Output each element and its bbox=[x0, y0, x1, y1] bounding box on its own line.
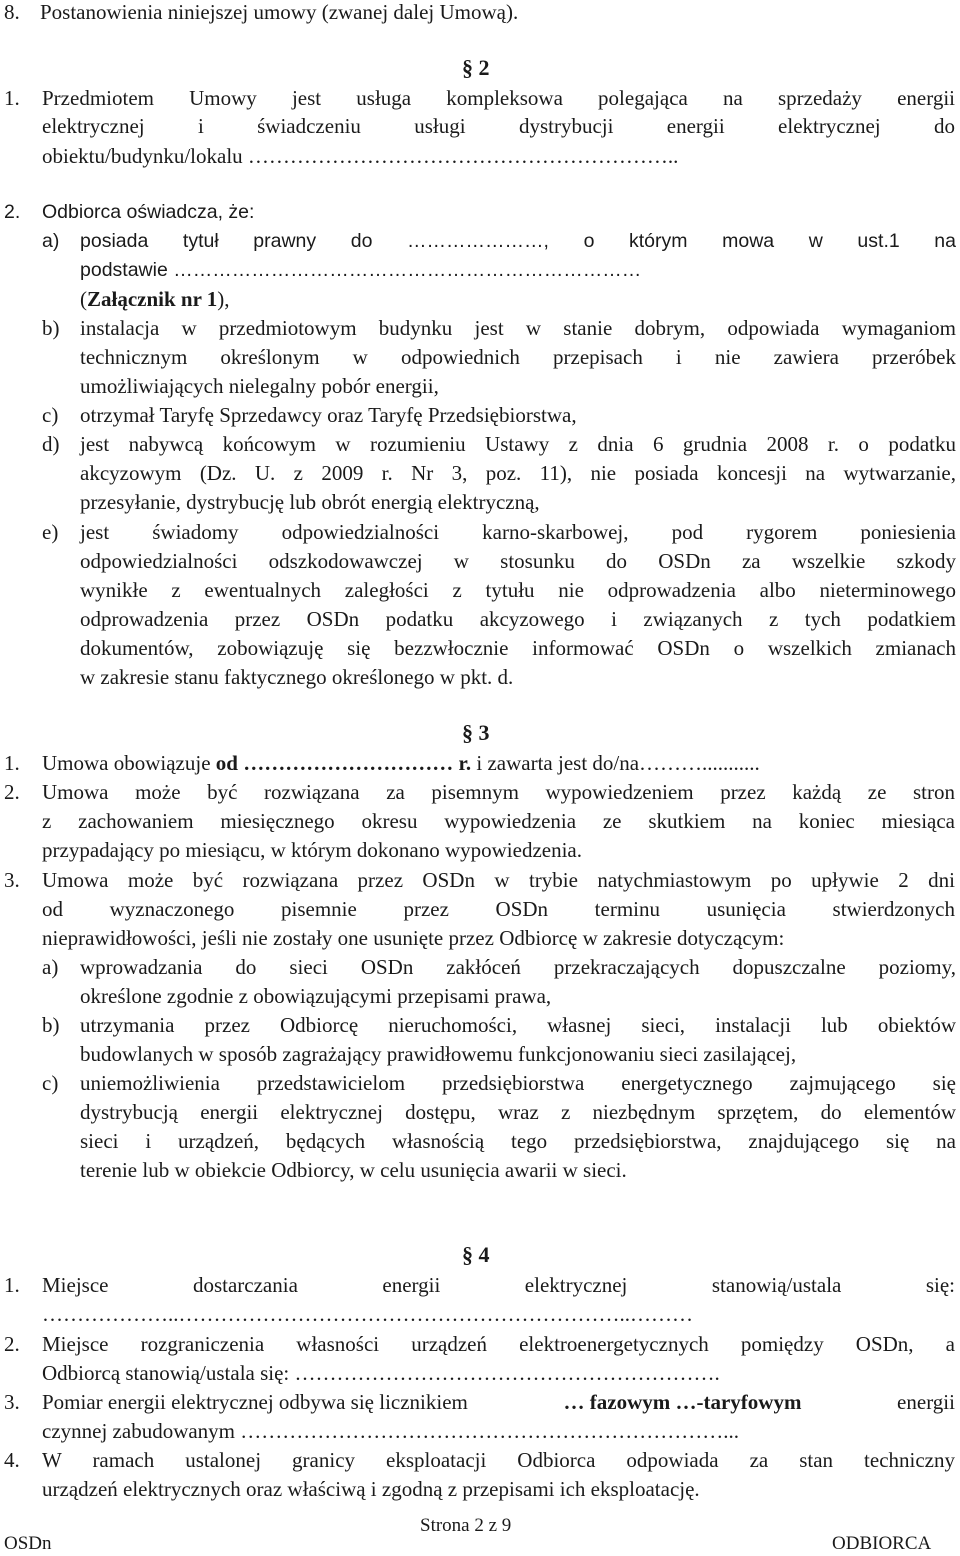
paragraph-line: od wyznaczonego pisemnie przez OSDn terminu usunięcia stwierdzonych bbox=[42, 897, 955, 921]
list-item-line: dokumentów, zobowiązuję się bezzwłocznie informować OSDn o wszelkich zmianach bbox=[80, 636, 956, 660]
item-number: 3. bbox=[4, 868, 20, 892]
paragraph-line: Odbiorca oświadcza, że: bbox=[42, 201, 255, 223]
list-item-line: przesyłanie, dystrybucję lub obrót energią elektryczną, bbox=[80, 490, 540, 514]
list-item-line: budowlanych w sposób zagrażający prawidłowemu funkcjonowaniu sieci zasilającej, bbox=[80, 1042, 797, 1066]
list-item-line: uniemożliwienia przedstawicielom przedsiębiorstwa energetycznego zajmującego się bbox=[80, 1071, 956, 1095]
list-letter: b) bbox=[42, 316, 60, 340]
paragraph-line: Odbiorcą stanowią/ustala się: ……………………………………………………. bbox=[42, 1361, 720, 1385]
footer-left-party: OSDn bbox=[4, 1533, 52, 1554]
list-item-line: odpowiedzialności odszkodowawczej w stosunku do OSDn za wszelkie szkody bbox=[80, 549, 956, 573]
paragraph-line: Umowa może być rozwiązana przez OSDn w trybie natychmiastowym po upływie 2 dni bbox=[42, 868, 955, 892]
list-item-line: (Załącznik nr 1), bbox=[80, 287, 230, 311]
list-item-line: określone zgodnie z obowiązującymi przepisami prawa, bbox=[80, 984, 552, 1008]
item-number: 3. bbox=[4, 1390, 20, 1414]
effective-date-field: od ………………………… r. bbox=[215, 751, 472, 775]
paragraph-line: nieprawidłowości, jeśli nie zostały one usunięte przez Odbiorcę w zakresie dotyczącym: bbox=[42, 926, 785, 950]
list-item-line: akcyzowym (Dz. U. z 2009 r. Nr 3, poz. 11), nie posiada koncesji na wytwarzanie, bbox=[80, 461, 956, 485]
item-number: 8. bbox=[4, 0, 20, 24]
paragraph-line: Umowa obowiązuje od ………………………… r. i zawarta jest do/na………........... bbox=[42, 751, 760, 775]
list-item-line: wynikłe z ewentualnych zaległości z tytułu nie odprowadzenia albo nieterminowego bbox=[80, 578, 956, 602]
list-item-line: jest świadomy odpowiedzialności karno-skarbowej, pod rygorem poniesienia bbox=[80, 520, 956, 544]
section-heading-3: § 3 bbox=[462, 720, 490, 745]
list-letter: e) bbox=[42, 520, 59, 544]
paragraph-line: czynnej zabudowanym ……………………………………………………………... bbox=[42, 1419, 740, 1443]
item-number: 1. bbox=[4, 86, 20, 110]
list-item-line: dystrybucją energii elektrycznej dostępu, wraz z niezbędnym sprzętem, do elementów bbox=[80, 1100, 956, 1124]
item-number: 2. bbox=[4, 201, 21, 223]
list-item-line: jest nabywcą końcowym w rozumieniu Ustawy z dnia 6 grudnia 2008 r. o podatku bbox=[80, 432, 956, 456]
list-item-line: otrzymał Taryfę Sprzedawcy oraz Taryfę Przedsiębiorstwa, bbox=[80, 403, 577, 427]
list-item-line: w zakresie stanu faktycznego określonego w pkt. d. bbox=[80, 665, 514, 689]
item-number: 2. bbox=[4, 780, 20, 804]
item-number: 1. bbox=[4, 751, 20, 775]
paragraph-line: ………………..………………………………………………………..……… bbox=[42, 1302, 693, 1326]
item-number: 2. bbox=[4, 1332, 20, 1356]
list-letter: b) bbox=[42, 1013, 60, 1037]
page-number: Strona 2 z 9 bbox=[420, 1515, 512, 1536]
paragraph-line: Miejsce dostarczania energii elektrycznej stanowią/ustala się: bbox=[42, 1273, 955, 1297]
paragraph-line: Miejsce rozgraniczenia własności urządzeń elektroenergetycznych pomiędzy OSDn, a bbox=[42, 1332, 955, 1356]
list-item-line: sieci i urządzeń, będących własnością tego przedsiębiorstwa, znajdującego się na bbox=[80, 1129, 956, 1153]
section-heading-2: § 2 bbox=[462, 55, 490, 80]
list-item-line: posiada tytuł prawny do …………………, o którym mowa w ust.1 na bbox=[80, 230, 956, 252]
list-item-line: odprowadzenia przez OSDn podatku akcyzowego i związanych z tych podatkiem bbox=[80, 607, 956, 631]
paragraph-line: z zachowaniem miesięcznego okresu wypowiedzenia ze skutkiem na koniec miesiąca bbox=[42, 809, 955, 833]
paragraph-line: elektrycznej i świadczeniu usługi dystrybucji energii elektrycznej do bbox=[42, 114, 955, 138]
list-letter: a) bbox=[42, 230, 60, 252]
list-item-line: technicznym określonym w odpowiednich przepisach i nie zawiera przeróbek bbox=[80, 345, 956, 369]
item-number: 1. bbox=[4, 1273, 20, 1297]
item-number: 4. bbox=[4, 1448, 20, 1472]
paragraph-line: Pomiar energii elektrycznej odbywa się licznikiem … fazowym …-taryfowym energii bbox=[42, 1390, 955, 1414]
paragraph-line: obiektu/budynku/lokalu …………………………………………………….. bbox=[42, 144, 679, 168]
section-heading-4: § 4 bbox=[462, 1242, 490, 1267]
paragraph-line: Przedmiotem Umowy jest usługa kompleksowa polegająca na sprzedaży energii bbox=[42, 86, 955, 110]
meter-type-field: … fazowym …-taryfowym bbox=[563, 1390, 802, 1414]
paragraph-line: przypadający po miesiącu, w którym dokonano wypowiedzenia. bbox=[42, 838, 583, 862]
list-item-line: umożliwiających nielegalny pobór energii, bbox=[80, 374, 439, 398]
paragraph-line: W ramach ustalonej granicy eksploatacji Odbiorca odpowiada za stan techniczny bbox=[42, 1448, 955, 1472]
list-item-line: utrzymania przez Odbiorcę nieruchomości, własnej sieci, instalacji lub obiektów bbox=[80, 1013, 956, 1037]
list-letter: c) bbox=[42, 1071, 59, 1095]
item-text: Postanowienia niniejszej umowy (zwanej dalej Umową). bbox=[40, 0, 519, 24]
list-item-line: wprowadzania do sieci OSDn zakłóceń przekraczających dopuszczalne poziomy, bbox=[80, 955, 956, 979]
list-item-line: podstawie ……………………………………………………………… bbox=[80, 259, 642, 281]
footer-right-party: ODBIORCA bbox=[832, 1533, 932, 1554]
list-letter: a) bbox=[42, 955, 59, 979]
list-letter: d) bbox=[42, 432, 60, 456]
paragraph-line: Umowa może być rozwiązana za pisemnym wypowiedzeniem przez każdą ze stron bbox=[42, 780, 955, 804]
list-letter: c) bbox=[42, 403, 59, 427]
list-item-line: instalacja w przedmiotowym budynku jest w stanie dobrym, odpowiada wymaganiom bbox=[80, 316, 956, 340]
paragraph-line: urządzeń elektrycznych oraz właściwą i zgodną z przepisami ich eksploatację. bbox=[42, 1477, 700, 1501]
attachment-reference: Załącznik nr 1 bbox=[87, 287, 218, 311]
list-item-line: terenie lub w obiekcie Odbiorcy, w celu usunięcia awarii w sieci. bbox=[80, 1158, 627, 1182]
